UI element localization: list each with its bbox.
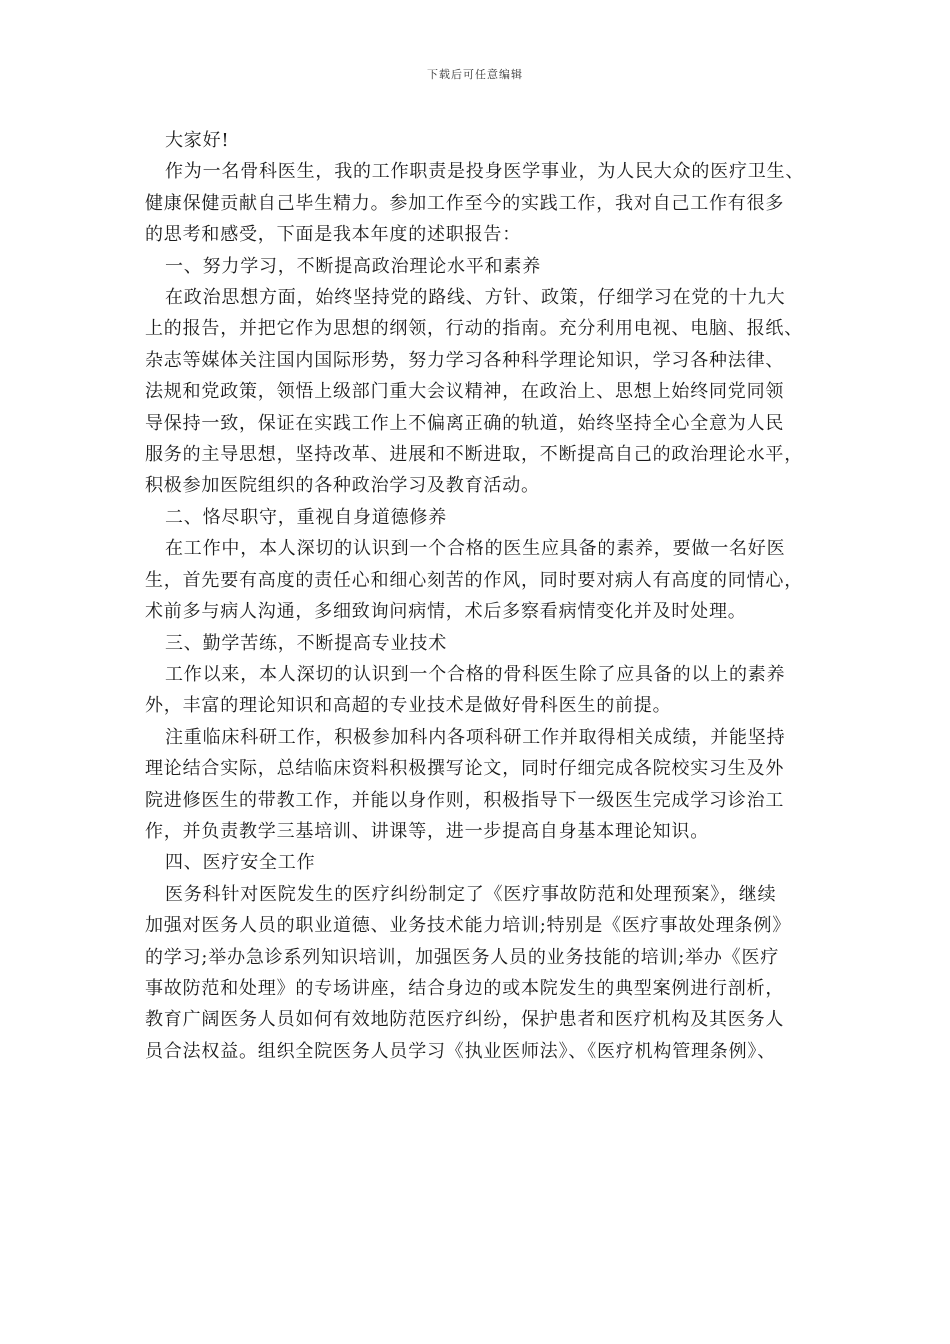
paragraph-line: 在政治思想方面，始终坚持党的路线、方针、政策，仔细学习在党的十九大 — [165, 287, 786, 309]
paragraph-line: 注重临床科研工作，积极参加科内各项科研工作并取得相关成绩，并能坚持 — [165, 726, 786, 748]
paragraph-line: 作，并负责教学三基培训、讲课等，进一步提高自身基本理论知识。 — [145, 820, 709, 842]
paragraph-line: 事故防范和处理》的专场讲座，结合身边的或本院发生的典型案例进行剖析， — [145, 977, 785, 999]
paragraph-line: 医务科针对医院发生的医疗纠纷制定了《医疗事故防范和处理预案》，继续 — [165, 883, 777, 905]
document-body — [145, 125, 825, 1067]
paragraph-line: 健康保健贡献自己毕生精力。参加工作至今的实践工作，我对自己工作有很多 — [145, 192, 785, 214]
paragraph-line: 服务的主导思想，坚持改革、进展和不断进取，不断提高自己的政治理论水平， — [145, 444, 803, 466]
paragraph-line: 导保持一致，保证在实践工作上不偏离正确的轨道，始终坚持全心全意为人民 — [145, 412, 785, 434]
paragraph-line: 外，丰富的理论知识和高超的专业技术是做好骨科医生的前提。 — [145, 695, 672, 717]
paragraph-line: 生，首先要有高度的责任心和细心刻苦的作风，同时要对病人有高度的同情心， — [145, 569, 803, 591]
section-heading: 三、勤学苦练，不断提高专业技术 — [165, 632, 447, 654]
paragraph-line: 教育广阔医务人员如何有效地防范医疗纠纷，保护患者和医疗机构及其医务人 — [145, 1009, 785, 1031]
paragraph-line: 法规和党政策，领悟上级部门重大会议精神，在政治上、思想上始终同党同领 — [145, 381, 785, 403]
paragraph-line: 加强对医务人员的职业道德、业务技术能力培训;特别是《医疗事故处理条例》 — [145, 915, 792, 937]
paragraph-line: 术前多与病人沟通，多细致询问病情，术后多察看病情变化并及时处理。 — [145, 601, 747, 623]
paragraph-line: 工作以来，本人深切的认识到一个合格的骨科医生除了应具备的以上的素养 — [165, 663, 786, 685]
paragraph-line: 作为一名骨科医生，我的工作职责是投身医学事业，为人民大众的医疗卫生、 — [165, 161, 805, 183]
paragraph-line: 在工作中，本人深切的认识到一个合格的医生应具备的素养，要做一名好医 — [165, 538, 786, 560]
paragraph-line: 的学习;举办急诊系列知识培训，加强医务人员的业务技能的培训;举办《医疗 — [145, 946, 780, 968]
header-note: 下载后可任意编辑 — [427, 68, 523, 81]
paragraph-line: 杂志等媒体关注国内国际形势，努力学习各种科学理论知识，学习各种法律、 — [145, 349, 785, 371]
paragraph-line: 上的报告，并把它作为思想的纲领，行动的指南。充分利用电视、电脑、报纸、 — [145, 318, 803, 340]
section-heading: 二、恪尽职守，重视自身道德修养 — [165, 506, 447, 528]
paragraph-line: 的思考和感受，下面是我本年度的述职报告： — [145, 224, 521, 246]
paragraph-line: 员合法权益。组织全院医务人员学习《执业医师法》、《医疗机构管理条例》、 — [145, 1040, 776, 1062]
paragraph-line: 理论结合实际，总结临床资料积极撰写论文，同时仔细完成各院校实习生及外 — [145, 758, 785, 780]
section-heading: 四、医疗安全工作 — [165, 852, 316, 874]
paragraph-line: 院进修医生的带教工作，并能以身作则，积极指导下一级医生完成学习诊治工 — [145, 789, 785, 811]
greeting-line: 大家好! — [165, 130, 230, 151]
section-heading: 一、努力学习，不断提高政治理论水平和素养 — [165, 255, 541, 277]
paragraph-line: 积极参加医院组织的各种政治学习及教育活动。 — [145, 475, 540, 497]
